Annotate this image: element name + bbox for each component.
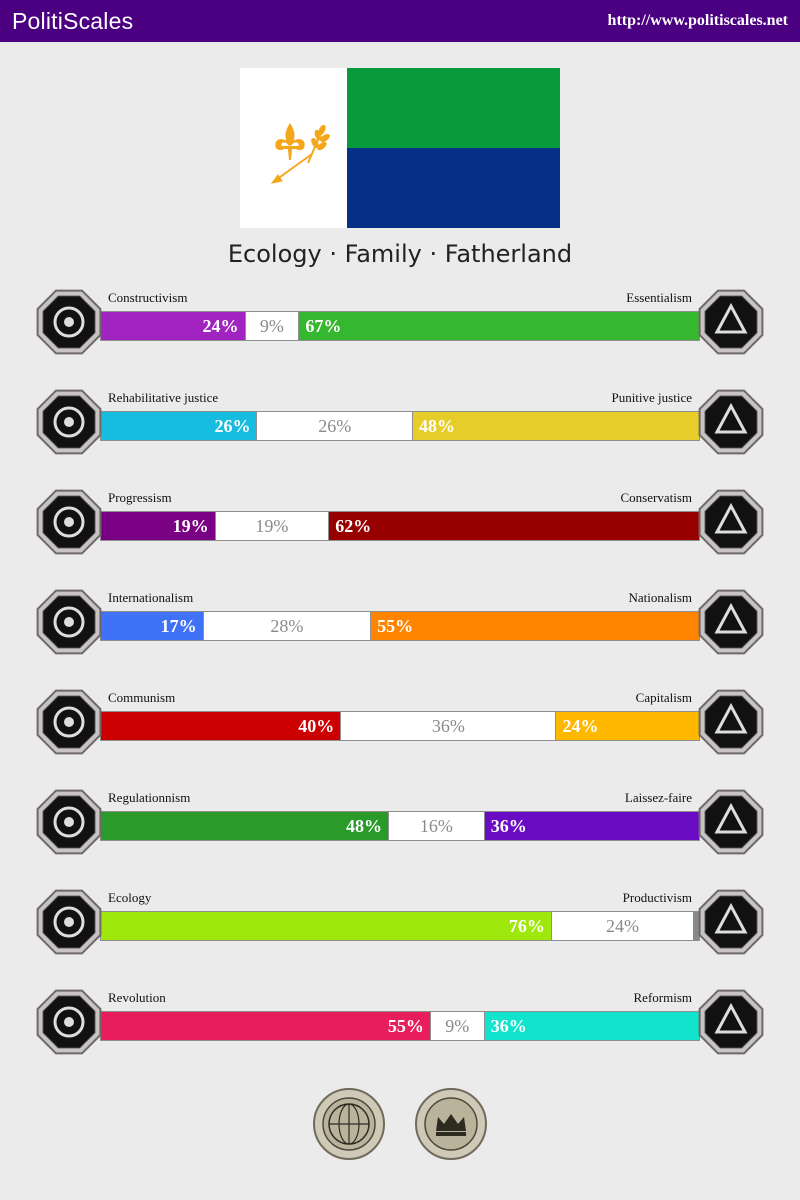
money-bag-icon	[695, 686, 767, 758]
axis-right-segment: 55%	[370, 612, 699, 640]
axis-neutral-segment: 9%	[245, 312, 299, 340]
axis-right-label: Nationalism	[628, 590, 692, 605]
flag-image	[240, 68, 560, 228]
axis-neutral-segment: 36%	[340, 712, 555, 740]
sprout-icon	[33, 886, 105, 958]
axis-bar	[100, 1011, 700, 1041]
fist-icon	[33, 986, 105, 1058]
axis-right-label: Reformism	[633, 990, 692, 1005]
axis-row	[0, 283, 800, 363]
axis-right-label: Essentialism	[626, 290, 692, 305]
axis-neutral-segment: 26%	[256, 412, 411, 440]
brand-title: PolitiScales	[12, 7, 134, 34]
axis-neutral-segment: 16%	[388, 812, 484, 840]
ruler-icon	[33, 786, 105, 858]
axis-bar	[100, 711, 700, 741]
axis-row	[0, 383, 800, 463]
site-url-link[interactable]: http://www.politiscales.net	[607, 12, 788, 29]
axis-right-label: Productivism	[622, 890, 692, 905]
top-bar	[0, 0, 800, 42]
axis-neutral-segment: 28%	[203, 612, 370, 640]
axis-left-segment: 76%	[101, 912, 551, 940]
axis-row	[0, 783, 800, 863]
globe-icon	[33, 586, 105, 658]
axis-row	[0, 583, 800, 663]
axis-row	[0, 883, 800, 963]
prison-bars-icon	[695, 386, 767, 458]
axis-left-label: Regulationnism	[108, 790, 191, 805]
gear-icon	[695, 886, 767, 958]
axis-left-segment: 26%	[101, 412, 256, 440]
axis-left-segment: 24%	[101, 312, 245, 340]
reformism-icon	[695, 986, 767, 1058]
axis-right-label: Capitalism	[635, 690, 692, 705]
axis-bar	[100, 611, 700, 641]
crown-seal-icon	[414, 1087, 488, 1161]
axis-left-segment: 19%	[101, 512, 215, 540]
globe-seal-icon	[312, 1087, 386, 1161]
axis-bar	[100, 511, 700, 541]
axis-row	[0, 683, 800, 763]
slogan-title: Ecology · Family · Fatherland	[227, 240, 573, 268]
axis-left-label: Communism	[108, 690, 176, 705]
flag-icon	[695, 586, 767, 658]
axis-right-segment: 62%	[328, 512, 699, 540]
constructivism-icon	[33, 286, 105, 358]
axis-bar	[100, 911, 700, 941]
axis-left-segment: 55%	[101, 1012, 430, 1040]
hammer-sickle-icon	[33, 686, 105, 758]
axis-left-segment: 17%	[101, 612, 203, 640]
progressism-icon	[33, 486, 105, 558]
axis-left-label: Constructivism	[108, 290, 188, 305]
essentialism-icon	[695, 286, 767, 358]
axis-right-segment: 48%	[412, 412, 699, 440]
axis-neutral-segment: 19%	[215, 512, 329, 540]
axis-right-segment: 36%	[484, 1012, 699, 1040]
axis-left-segment: 48%	[101, 812, 388, 840]
axis-right-segment: 24%	[555, 712, 699, 740]
axis-left-label: Rehabilitative justice	[108, 390, 219, 405]
handshake-icon	[33, 386, 105, 458]
axis-right-segment: 67%	[298, 312, 699, 340]
axis-bar	[100, 811, 700, 841]
axis-left-label: Revolution	[108, 990, 166, 1005]
axis-left-label: Ecology	[108, 890, 152, 905]
axis-right-label: Punitive justice	[611, 390, 692, 405]
axis-left-label: Progressism	[108, 490, 172, 505]
conservatism-icon	[695, 486, 767, 558]
axis-left-segment: 40%	[101, 712, 340, 740]
axis-right-segment: 36%	[484, 812, 699, 840]
axis-neutral-segment: 24%	[551, 912, 693, 940]
butterfly-icon	[695, 786, 767, 858]
axis-row	[0, 483, 800, 563]
axis-bar	[100, 411, 700, 441]
axis-right-label: Conservatism	[620, 490, 692, 505]
axis-left-label: Internationalism	[108, 590, 194, 605]
axis-right-label: Laissez-faire	[624, 790, 692, 805]
axis-bar	[100, 311, 700, 341]
axis-row	[0, 983, 800, 1063]
axis-neutral-segment: 9%	[430, 1012, 484, 1040]
